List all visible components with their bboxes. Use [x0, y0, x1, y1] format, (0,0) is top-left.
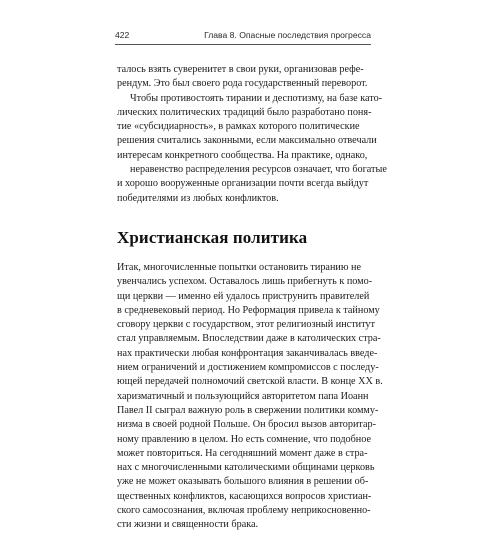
text-line: тие «субсидиарность», в рамках которого политические: [117, 121, 360, 133]
text-line: щи церкви — именно ей удалось приструнить правителей: [117, 290, 370, 302]
paragraph-section: [103, 261, 383, 533]
text-line: в средневековый период. Но Реформация привела к тайному: [117, 304, 380, 316]
text-line: талось взять суверенитет в свои руки, организовав рефе-: [117, 64, 364, 75]
text-line: интересам конкретного сообщества. На практике, однако,: [117, 149, 368, 161]
book-page: [103, 30, 387, 531]
text-line: Чтобы противостоять тирании и деспотизму, на базе като-: [130, 92, 383, 104]
text-line: стал управляемым. Впоследствии даже в католических стра-: [117, 333, 381, 345]
text-line: Павел II сыграл важную роль в свержении политики комму-: [117, 404, 379, 416]
running-head: [103, 30, 371, 43]
text-line: ющей передачей полномочий светской власти. В конце XX в.: [117, 376, 383, 388]
text-line: уже не может оказывать большого влияния в решении об-: [117, 476, 369, 488]
text-line: харизматичный и пользующийся авторитетом папа Иоанн: [117, 390, 369, 402]
chapter-title: Глава 8. Опасные последствия прогресса: [204, 30, 371, 40]
text-line: ному правлению в целом. Но есть сомнение, что подобное: [117, 433, 371, 445]
paragraph-continued: [103, 63, 387, 206]
text-line: лических политических традиций было разработано поня-: [117, 106, 372, 118]
text-line: сти жизни и священности брака.: [117, 519, 259, 531]
text-line: нах с многочисленными католическими общинами церковь: [117, 462, 375, 474]
text-line: Итак, многочисленные попытки остановить тиранию не: [117, 261, 361, 273]
text-line: неравенство распределения ресурсов означает, что богатые: [130, 164, 387, 176]
header-rule: [115, 44, 371, 45]
text-line: может повториться. На сегодняшний момент даже в стра-: [117, 447, 368, 459]
page-number: 422: [115, 30, 130, 40]
text-line: нием ограничений и достижением компромиссов с последу-: [117, 362, 379, 374]
text-line: решения считались законными, если максимально отвечали: [117, 135, 377, 147]
text-line: нах практически любая конфронтация заканчивалась введе-: [117, 347, 378, 359]
text-line: щественных конфликтов, касающихся вопросов христиан-: [117, 490, 372, 502]
text-line: ского самосознания, включая проблему неприкосновенно-: [117, 505, 371, 517]
text-line: увенчались успехом. Оставалось лишь прибегнуть к помо-: [117, 276, 373, 288]
text-line: рендум. Это был своего рода государственный переворот.: [117, 78, 368, 90]
text-line: низма в своей родной Польше. Он бросил вызов авторитар-: [117, 419, 376, 431]
text-line: сговору церкви с государством, этот религиозный институт: [117, 319, 375, 331]
text-line: и хорошо вооруженные организации почти всегда выйдут: [117, 178, 369, 190]
section-heading: Христианская политика: [117, 227, 308, 247]
text-line: победителями из любых конфликтов.: [117, 192, 279, 204]
